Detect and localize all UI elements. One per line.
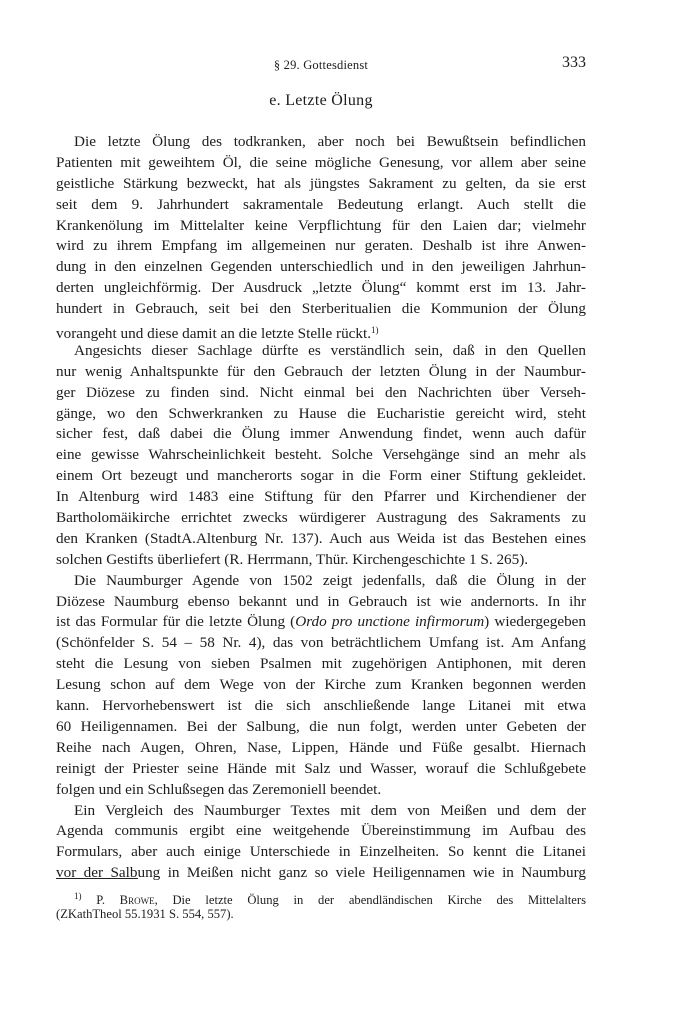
footnote-marker: 1) — [74, 891, 82, 901]
running-head — [56, 54, 586, 78]
text-line: einem Ort bezeugt und mancherorts sogar in die Form einer Stiftung gekleidet. — [56, 467, 586, 485]
section-subheading: e. Letzte Ölung — [269, 92, 373, 109]
text-line: vor der Salbung in Meißen nicht ganz so viele Heiligennamen wie in Naumburg — [56, 864, 586, 882]
footnote-line: (ZKathTheol 55.1931 S. 554, 557). — [56, 907, 234, 921]
text-segment: ist das Formular für die letzte Ölung ( — [56, 613, 296, 631]
text-line — [56, 320, 586, 341]
text-line — [56, 612, 586, 633]
text-line: steht die Lesung von sieben Psalmen mit zugehörigen Antiphonen, mit deren — [56, 655, 586, 673]
latin-title: Ordo pro unctione infirmorum — [295, 613, 485, 631]
text-line: Angesichts dieser Sachlage dürfte es verständlich sein, daß in den Quellen — [74, 341, 586, 359]
text-line: Die Naumburger Agende von 1502 zeigt jedenfalls, daß die Ölung in der — [74, 571, 586, 589]
text-line: sicher fest, daß dabei die Ölung immer Anwendung findet, wenn auch dafür — [56, 425, 586, 443]
text-line: 60 Heiligennamen. Bei der Salbung, die nun folgt, werden unter Gebeten der — [56, 717, 586, 735]
footnote-line — [56, 887, 586, 905]
text-line: dung in den einzelnen Gegenden unterschiedlich und in den jeweiligen Jahrhun- — [56, 258, 586, 276]
text-segment: ) wiedergegeben — [484, 613, 587, 631]
text-line: Reihe nach Augen, Ohren, Nase, Lippen, Hände und Füße gesalbt. Hiernach — [56, 738, 586, 756]
text-line-content: vorangeht und diese damit an die letzte Stelle rückt. — [56, 325, 372, 343]
footnote-author: P. Browe — [96, 893, 155, 907]
text-line: derten ungleichförmig. Der Ausdruck „letzte Ölung“ kommt erst im 13. Jahr- — [56, 279, 586, 297]
text-line: Formulars, aber auch einige Unterschiede in Einzelheiten. So kennt die Litanei — [56, 843, 586, 861]
text-line: ger Diözese zu finden sind. Nicht einmal bei den Nachrichten über Verseh- — [56, 383, 586, 401]
text-line: (Schönfelder S. 54 – 58 Nr. 4), das von beträchtlichem Umfang ist. Am Anfang — [56, 634, 586, 652]
text-line: geistliche Stärkung bezweckt, hat als jüngstes Sakrament zu gelten, da sie erst — [56, 174, 586, 192]
text-line: reinigt der Priester seine Hände mit Salz und Wasser, worauf die Schlußgebete — [56, 759, 586, 777]
page-number: 333 — [562, 54, 586, 71]
text-line: Ein Vergleich des Naumburger Textes mit dem von Meißen und dem der — [74, 801, 586, 819]
body-text — [56, 132, 586, 884]
text-line: Bartholomäikirche errichtet zwecks würdigerer Austragung des Sakraments zu — [56, 509, 586, 527]
text-line: eine gewisse Wahrscheinlichkeit besteht. Solche Versehgänge sind an mehr als — [56, 446, 586, 464]
text-line: folgen und ein Schlußsegen das Zeremoniell beendet. — [56, 780, 382, 798]
text-line: Diözese Naumburg ebenso bekannt und in Gebrauch ist wie andernorts. In ihr — [56, 592, 586, 610]
section-reference: § 29. Gottesdienst — [273, 58, 369, 72]
text-line: nur wenig Anhaltspunkte für den Gebrauch der letzten Ölung in der Naumbur- — [56, 362, 586, 380]
text-line: kann. Hervorhebenswert ist die sich anschließende lange Litanei mit etwa — [56, 697, 586, 715]
text-line: solchen Gestifts überliefert (R. Herrmann, Thür. Kirchengeschichte 1 S. 265). — [56, 550, 529, 568]
text-line: wird zu ihrem Empfang im allgemeinen nur geraten. Deshalb ist ihre Anwen- — [56, 237, 586, 255]
text-line: Agenda communis ergibt eine weitgehende Übereinstimmung im Aufbau des — [56, 822, 586, 840]
text-line: Krankenölung im Mittelalter keine Verpflichtung für den Laien dar; vielmehr — [56, 216, 586, 234]
text-line: hundert in Gebrauch, seit bei den Sterberitualien die Kommunion der Ölung — [56, 300, 586, 318]
text-line: gänge, wo den Schwerkranken zu Hause die Eucharistie gereicht wird, steht — [56, 404, 586, 422]
text-line: den Kranken (StadtA.Altenburg Nr. 137). Auch aus Weida ist das Bestehen eines — [56, 529, 586, 547]
footnote — [56, 887, 586, 923]
text-line: Lesung schon auf dem Wege von der Kirche zum Kranken begonnen werden — [56, 676, 586, 694]
text-line: Die letzte Ölung des todkranken, aber noch bei Bewußtsein befindlichen — [74, 133, 586, 150]
footnote-marker: 1) — [371, 325, 379, 336]
text-line: In Altenburg wird 1483 eine Stiftung für den Pfarrer und Kirchendiener der — [56, 488, 586, 506]
footnote-divider — [56, 878, 138, 879]
text-line: seit dem 9. Jahrhundert sakramentale Bedeutung erlangt. Auch stellt die — [56, 195, 586, 213]
footnote-text: , Die letzte Ölung in der abendländischen Kirche des Mittelalters — [154, 893, 586, 907]
text-line: Patienten mit geweihtem Öl, die seine mögliche Genesung, vor allem aber seine — [56, 153, 586, 171]
